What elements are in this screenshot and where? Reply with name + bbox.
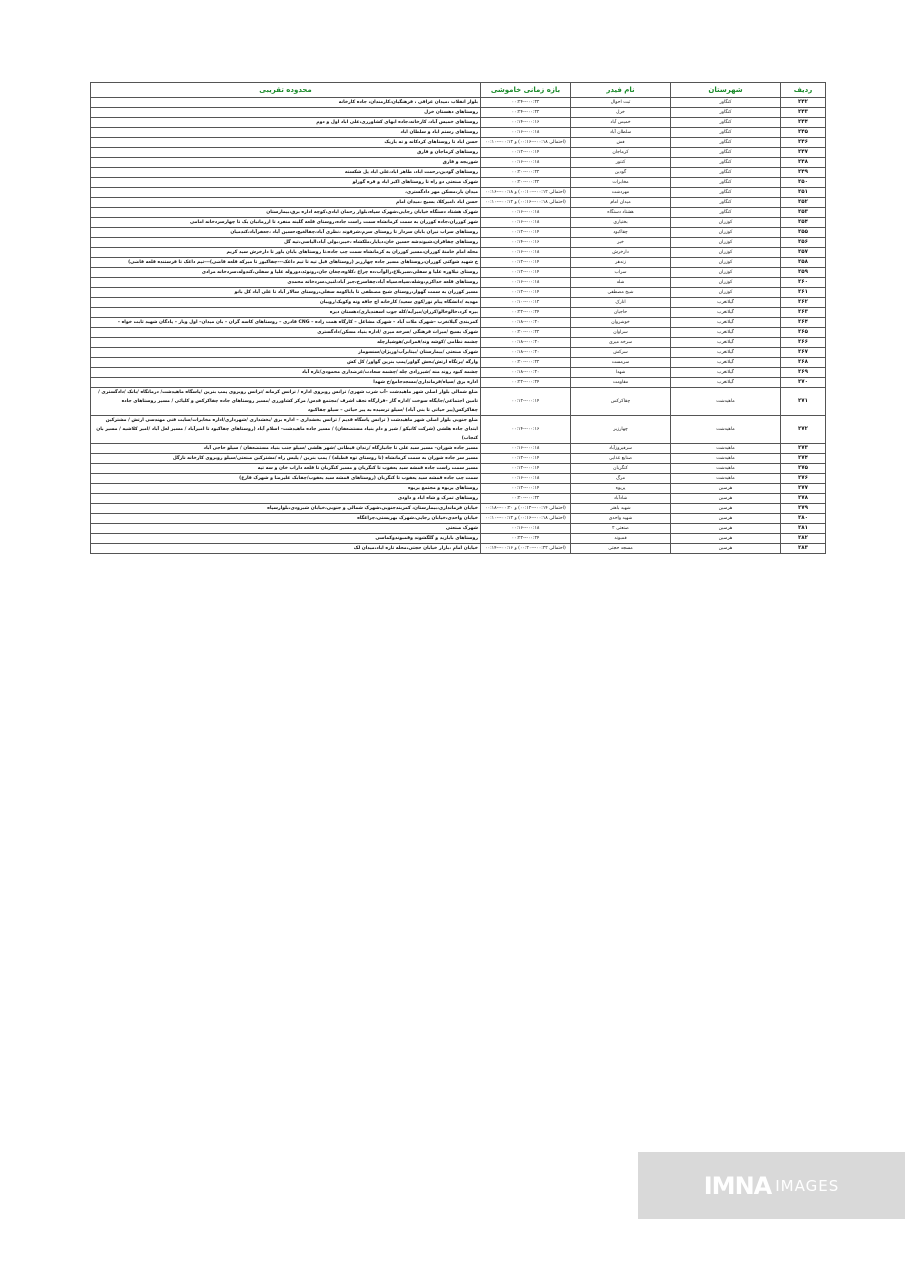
city-cell: کنگاور [671, 188, 781, 198]
area-cell: خیابان فرمانداری،بیمارستان، کمربندجنوبی،شهرک شمالی و جنوبی،خیابان شیرودی،بلوارسپاه [91, 504, 481, 514]
table-row [91, 268, 826, 278]
feeder-cell: شله [571, 278, 671, 288]
city-cell: کنگاور [671, 208, 781, 218]
row-number-cell: ۲۴۳ [781, 108, 826, 118]
table-row [91, 504, 826, 514]
city-cell: ماهیدشت [671, 388, 781, 416]
time-cell: ۰۰:۲۰---۰۰:۱۸ [481, 348, 571, 358]
city-cell: کوزران [671, 278, 781, 288]
feeder-cell: شهید واحدی [571, 514, 671, 524]
time-cell: ۰۰:۲۴---۰۰:۲۲ [481, 534, 571, 544]
row-number-cell: ۲۵۱ [781, 188, 826, 198]
table-row [91, 148, 826, 158]
table-row [91, 544, 826, 554]
feeder-cell: چهارزبر [571, 416, 671, 444]
row-number-cell: ۲۵۹ [781, 268, 826, 278]
time-cell: ۰۰:۱۸---۰۰:۱۶ [481, 218, 571, 228]
row-number-cell: ۲۴۲ [781, 98, 826, 108]
time-cell: ۰۰:۱۸---۰۰:۱۶ [481, 208, 571, 218]
city-cell: هرسین [671, 504, 781, 514]
table-row [91, 238, 826, 248]
city-cell: ماهیدشت [671, 416, 781, 444]
city-cell: ماهیدشت [671, 474, 781, 484]
feeder-cell: خمیس آباد [571, 118, 671, 128]
table-row [91, 348, 826, 358]
feeder-cell: شیخ مصطفی [571, 288, 671, 298]
area-cell: میدان بار،مسکن مهر دادگستری، [91, 188, 481, 198]
row-number-cell: ۲۶۵ [781, 328, 826, 338]
table-row [91, 494, 826, 504]
city-cell: هرسین [671, 494, 781, 504]
time-cell: ۰۰:۲۲---۰۰:۲۰ [481, 494, 571, 504]
header-time: بازه زمانی خاموشی [481, 83, 571, 98]
city-cell: گیلانغرب [671, 358, 781, 368]
table-row [91, 98, 826, 108]
table-row [91, 198, 826, 208]
row-number-cell: ۲۶۶ [781, 338, 826, 348]
table-row [91, 248, 826, 258]
header-city: شهرستان [671, 83, 781, 98]
area-cell: محله امام خامنهٔ کوزران،مسیر کوزران به کرمانشاه سمت چپ جاده،تا روستاهای بابان باور تا دارخرش سید کریم [91, 248, 481, 258]
table-row [91, 534, 826, 544]
time-cell: ۰۰:۱۶---۰۰:۱۴ [481, 118, 571, 128]
row-number-cell: ۲۴۴ [781, 118, 826, 128]
area-cell: روستاهای رستم اباد و سلطان اباد [91, 128, 481, 138]
row-number-cell: ۲۵۳ [781, 208, 826, 218]
area-cell: روستاهای گودین،رحمت اباد، طاهر اباد،علی اباد پل شکسته [91, 168, 481, 178]
feeder-cell: خیر [571, 238, 671, 248]
city-cell: هرسین [671, 484, 781, 494]
feeder-cell: خوشروان [571, 318, 671, 328]
feeder-cell: چقاکرکس [571, 388, 671, 416]
feeder-cell: کنتور [571, 158, 671, 168]
time-cell: ۰۰:۱۴---۰۰:۱۲ [481, 288, 571, 298]
feeder-cell: مسجد حجتی [571, 544, 671, 554]
outage-schedule-page [91, 82, 826, 554]
city-cell: ماهیدشت [671, 444, 781, 454]
area-cell: اداره برق /سپاه/فرمانداری/مسجدجامع/خ شهدا [91, 378, 481, 388]
area-cell: ضلع جنوبی بلوار اصلی شهر ماهیدشت ( ترانس پاسگاه قدیم / ترانس بخشداری – اداره برق /بخشداری /شهرداری/اداره مخابرات/سایت فنی مهندسی ارتش / مشترکین ابتدای جاده هلشی (شرکت کانیکو / شیر و دام بنیاد مستضعفان) / مسیر جاده ماهیدشت– اسلام آباد (روستاهای چقاکبود تا امیرآباد / مسیر لعل آباد /امیر کلاشیه / مسیر بان کنجاب) [91, 416, 481, 444]
feeder-cell: بختیاری [571, 218, 671, 228]
header-row-number: ردیف [781, 83, 826, 98]
city-cell: گیلانغرب [671, 308, 781, 318]
area-cell: سمت چپ جاده قمشه سید یعقوب تا کنگربان (روستاهای قمشه سید یعقوب/چقابک علیرضا و شهرک فارغ) [91, 474, 481, 484]
table-row [91, 208, 826, 218]
city-cell: کوزران [671, 228, 781, 238]
area-cell: خ شهید شوکتی کوزران،روستاهای مسیر جاده چهارزبر (روستاهای قبل تپه تا تیم داغک---چقاکبوز تا میرکه قلعه قاضی)---تیم داغک تا فرستنده قلعه قاضی) [91, 258, 481, 268]
time-cell: ۰۰:۱۸---۰۰:۱۶ [481, 248, 571, 258]
city-cell: گیلانغرب [671, 338, 781, 348]
row-number-cell: ۲۴۷ [781, 148, 826, 158]
row-number-cell: ۲۸۳ [781, 544, 826, 554]
city-cell: کوزران [671, 238, 781, 248]
area-cell: مهدیه /دانشگاه پیام نور/کوی سعید/ کارخانه اچ جاقه ونه وکویک/رویبان [91, 298, 481, 308]
city-cell: کنگاور [671, 148, 781, 158]
time-cell: ۰۰:۱۸---۰۰:۱۶ [481, 474, 571, 484]
row-number-cell: ۲۵۰ [781, 178, 826, 188]
city-cell: ماهیدشت [671, 454, 781, 464]
feeder-cell: صنایع غذایی [571, 454, 671, 464]
time-cell: ۰۰:۱۶---۰۰:۱۴ [481, 416, 571, 444]
feeder-cell: سرخه میری [571, 338, 671, 348]
time-cell: ۰۰:۱۴---۰۰:۱۲ [481, 454, 571, 464]
table-row [91, 308, 826, 318]
table-row [91, 388, 826, 416]
city-cell: کنگاور [671, 98, 781, 108]
time-cell: ۰۰:۲۲---۰۰:۲۴ [481, 108, 571, 118]
area-cell: شوریجه و فارق [91, 158, 481, 168]
row-number-cell: ۲۵۷ [781, 248, 826, 258]
area-cell: بلوار انقلاب ،میدان عراقی ، فرهنگیان،کارمندان، جاده کارخانه [91, 98, 481, 108]
city-cell: کنگاور [671, 178, 781, 188]
time-cell: ۰۰:۱۴---۰۰:۱۲ [481, 148, 571, 158]
header-feeder: نام فیدر [571, 83, 671, 98]
time-cell: ۰۰:۲۰---۰۰:۱۸ [481, 368, 571, 378]
row-number-cell: ۲۶۷ [781, 348, 826, 358]
time-cell: ۰۰:۲۲---۰۰:۲۰ [481, 328, 571, 338]
row-number-cell: ۲۵۸ [781, 258, 826, 268]
table-row [91, 108, 826, 118]
table-row [91, 168, 826, 178]
feeder-cell: صنعتی ۲ [571, 524, 671, 534]
row-number-cell: ۲۷۷ [781, 484, 826, 494]
feeder-cell: انارک [571, 298, 671, 308]
city-cell: گیلانغرب [671, 368, 781, 378]
feeder-cell: شادآباد [571, 494, 671, 504]
feeder-cell: سرمست [571, 358, 671, 368]
row-number-cell: ۲۵۴ [781, 218, 826, 228]
city-cell: هرسین [671, 524, 781, 534]
area-cell: روستاهای چقاقران،شیوندشه حسین خان،دیایار،ملکشاه ،خیبر،بولی آباد،الیاسی،تپه گل [91, 238, 481, 248]
table-row [91, 188, 826, 198]
row-number-cell: ۲۶۰ [781, 278, 826, 288]
row-number-cell: ۲۷۹ [781, 504, 826, 514]
city-cell: گیلانغرب [671, 318, 781, 328]
table-row [91, 474, 826, 484]
table-row [91, 138, 826, 148]
city-cell: کوزران [671, 288, 781, 298]
feeder-cell: گودین [571, 168, 671, 178]
table-row [91, 524, 826, 534]
city-cell: کوزران [671, 268, 781, 278]
area-cell: شهرک صنعتی دو راه تا روستاهای اکبر اباد و قره گوزلو [91, 178, 481, 188]
area-cell: روستای نیلاوره علیا و سفلی،سبزبلاغ،زالوآب،ده چراغ ،کلاوه،چغان جان،رونوئد،دوروله علیا و سفلی،کندوله،سردخانه مرادی [91, 268, 481, 278]
imna-logo-mark: IMNA [703, 1171, 772, 1200]
row-number-cell: ۲۷۳ [781, 444, 826, 454]
time-cell: ۰۰:۲۰---۰۰:۱۸ [481, 318, 571, 328]
city-cell: کوزران [671, 258, 781, 268]
time-cell: ۰۰:۱۴---۰۰:۱۲ [481, 464, 571, 474]
city-cell: کنگاور [671, 168, 781, 178]
city-cell: کوزران [671, 218, 781, 228]
time-cell: ۰۰:۲۴---۰۰:۲۲ [481, 308, 571, 318]
table-row [91, 318, 826, 328]
city-cell: کنگاور [671, 158, 781, 168]
time-cell: (احتمالی ۰۰:۱۸---۰۰:۱۶) و ۰۰:۱۲---۰۰:۱۰ [481, 198, 571, 208]
row-number-cell: ۲۵۵ [781, 228, 826, 238]
row-number-cell: ۲۷۵ [781, 464, 826, 474]
time-cell: ۰۰:۱۴---۰۰:۱۲ [481, 228, 571, 238]
time-cell: ۰۰:۱۸---۰۰:۱۶ [481, 128, 571, 138]
feeder-cell: سلطان آباد [571, 128, 671, 138]
feeder-cell: میدان امام [571, 198, 671, 208]
table-header-row [91, 83, 826, 98]
time-cell: ۰۰:۲۲---۰۰:۲۰ [481, 168, 571, 178]
time-cell: (احتمالی ۰۰:۱۴---۰۰:۱۲) و ۰۰:۲۰---۰۰:۱۸ [481, 504, 571, 514]
area-cell: روستاهای سراب نیران بابان سردار تا روستای سرم،شرفوند ،نظری آباد،چقالغیچ،حسین آباد ،جعفرآباد،کندمیان [91, 228, 481, 238]
row-number-cell: ۲۷۸ [781, 494, 826, 504]
city-cell: کنگاور [671, 198, 781, 208]
row-number-cell: ۲۴۵ [781, 128, 826, 138]
area-cell: روستاهای خمیس آباد، کارخانه،جاده ابهای کشاورزی،علی اباد اول و دوم [91, 118, 481, 128]
area-cell: روستاهای قلعه خداکرم،وشله،سپاه،سپاه آباد،چقاسرخ،جبر آباد،لنبی،سردخانه محمدی [91, 278, 481, 288]
row-number-cell: ۲۶۳ [781, 308, 826, 318]
area-cell: مسیر سمت راست جاده قمشه سید یعقوب تا کنگربان و مسیر کنگربان تا قلعه داراب خان و سه تپه [91, 464, 481, 474]
city-cell: کوزران [671, 248, 781, 258]
area-cell: شهر کوزران،جاده کوزران به سمت کرمانشاه سمت راست جاده،روستای قلعه گلینه منفرد تا ازرمانبان یک تا چهارسردخانه امامی [91, 218, 481, 228]
area-cell: چشمه نظامی /کوشه وند/قمرانی/هوشیارچله [91, 338, 481, 348]
row-number-cell: ۲۸۱ [781, 524, 826, 534]
table-row [91, 378, 826, 388]
table-row [91, 128, 826, 138]
area-cell: حسن اباد تا روستاهای کردکانه و ته بازیک [91, 138, 481, 148]
city-cell: کنگاور [671, 138, 781, 148]
area-cell: چشمه کبود روند منه /شیرزادی چله /چشمه سعادت/عرضداری محمودی/تازه آباد [91, 368, 481, 378]
table-row [91, 118, 826, 128]
area-cell: خیابان واحدی،خیابان رجایی،شهرک بهزیستی،چراغگاه [91, 514, 481, 524]
table-row [91, 514, 826, 524]
feeder-cell: مهردشت [571, 188, 671, 198]
area-cell: مسیر کوزران به سمت گهوار،روستای شیخ مصطفی تا باباکومه سفلی،روستای سالار آباد تا علی آباد کل بانو [91, 288, 481, 298]
time-cell: ۰۰:۲۲---۰۰:۲۰ [481, 358, 571, 368]
area-cell: روستاهای پریوه و مجتمع پریوه [91, 484, 481, 494]
table-row [91, 298, 826, 308]
area-cell: روستاهای بابازید و گلگشوند وقمبوندوکماسی [91, 534, 481, 544]
time-cell: ۰۰:۱۸---۰۰:۱۶ [481, 444, 571, 454]
feeder-cell: سراب [571, 268, 671, 278]
row-number-cell: ۲۴۹ [781, 168, 826, 178]
feeder-cell: چقاکبود [571, 228, 671, 238]
area-cell: روستاهای تمرک و شاه اباد و داودی [91, 494, 481, 504]
images-logo-text: IMAGES [775, 1176, 840, 1195]
area-cell: وارگه /پرتگاه ارتش/بحش گواور/پمپ بنزین گواور/ کل کش [91, 358, 481, 368]
time-cell: ۰۰:۲۲---۰۰:۲۰ [481, 178, 571, 188]
time-cell: (احتمالی ۰۰:۲۲---۰۰:۲۰) و ۰۰:۱۶---۰۰:۱۴ [481, 544, 571, 554]
area-cell: شهرک صنعتی [91, 524, 481, 534]
time-cell: ۰۰:۲۴---۰۰:۲۲ [481, 378, 571, 388]
area-cell: کمربندی گیلانغرب –شهرک ملات آباد – شهرک مشاغل – کارگاه همت زاده – CNG قادری – روستاهای کاسه گران – بان میدان– اول ویاز – پادگان شهید ثابت خواه – [91, 318, 481, 328]
feeder-cell: سرکش [571, 348, 671, 358]
feeder-cell: خزل [571, 108, 671, 118]
table-row [91, 218, 826, 228]
table-row [91, 288, 826, 298]
feeder-cell: پریوه [571, 484, 671, 494]
area-cell: مسیر سر جاده شوران به سمت کرمانشاه (تا روستای توه قطبله) / پمپ بنزین / پلیس راه /مشترکین صنعتی/سیلو روبروی کارخانه نارگل [91, 454, 481, 464]
imna-images-watermark [638, 1152, 905, 1219]
table-row [91, 158, 826, 168]
row-number-cell: ۲۵۲ [781, 198, 826, 208]
area-cell: ضلع شمالی بلوار اصلی شهر ماهیدشت –آب شرب شهری/ ترانس روبروی اداره / ترانس کرمانه /ترانس روبروی پمپ بنزین /پاسگاه ماهیدشت/ درمانگاه /بانک /دادگستری /تامین اجتماعی/جایگاه سوخت /اداره گاز –قرارگاه نجف اشرف /مجتمع قدس/ مرکز کشاورزی /مسیر روستاهای جاده چقاکرکس و کلیائی / مسیر روستاهای جاده چقاکرکس(پیر حیاتی تا بنی آباد) /سیلو ترسیده به پیر حیاتی – سیلو چقاکبود [91, 388, 481, 416]
city-cell: گیلانغرب [671, 298, 781, 308]
time-cell: ۰۰:۱۴---۰۰:۱۲ [481, 388, 571, 416]
row-number-cell: ۲۸۲ [781, 534, 826, 544]
feeder-cell: شهدا [571, 368, 671, 378]
row-number-cell: ۲۴۶ [781, 138, 826, 148]
table-row [91, 444, 826, 454]
city-cell: ماهیدشت [671, 464, 781, 474]
city-cell: گیلانغرب [671, 328, 781, 338]
row-number-cell: ۲۶۹ [781, 368, 826, 378]
table-row [91, 178, 826, 188]
feeder-cell: هشتاد دستگاه [571, 208, 671, 218]
area-cell: شهرک بسیج /میراث فرهنگی /سرخه میری /اداره بنیاد مسکن/دادگستری [91, 328, 481, 338]
area-cell: مسیر جاده شوران– مسیر سید علی تا جانبازگاه /زندان قیطانی /شهر هلشی /سیلو جنب بنیاد مستضعفان / سیلو حاجی آباد [91, 444, 481, 454]
time-cell: ۰۰:۱۴---۰۰:۱۲ [481, 258, 571, 268]
feeder-cell: کنگربان [571, 464, 671, 474]
time-cell: (احتمالی ۰۰:۱۸---۰۰:۱۶) و ۰۰:۱۲---۰۰:۱۰ [481, 138, 571, 148]
feeder-cell: حاجیان [571, 308, 671, 318]
time-cell: ۰۰:۱۴---۰۰:۱۲ [481, 484, 571, 494]
row-number-cell: ۲۷۶ [781, 474, 826, 484]
area-cell: حسن اباد ،امیرکلا، بسیج ،میدان امام [91, 198, 481, 208]
city-cell: هرسین [671, 544, 781, 554]
time-cell: (احتمالی ۰۰:۱۲---۰۰:۱۰) و ۰۰:۱۸---۰۰:۱۶ [481, 188, 571, 198]
city-cell: کنگاور [671, 128, 781, 138]
table-row [91, 328, 826, 338]
row-number-cell: ۲۶۲ [781, 298, 826, 308]
row-number-cell: ۲۶۱ [781, 288, 826, 298]
feeder-cell: مخابرات [571, 178, 671, 188]
feeder-cell: دارخرش [571, 248, 671, 258]
city-cell: هرسین [671, 534, 781, 544]
header-area: محدوده تقریبی [91, 83, 481, 98]
table-row [91, 278, 826, 288]
feeder-cell: فش [571, 138, 671, 148]
table-row [91, 464, 826, 474]
row-number-cell: ۲۷۰ [781, 378, 826, 388]
feeder-cell: سراوان [571, 328, 671, 338]
feeder-cell: زندهر [571, 258, 671, 268]
feeder-cell: ثبت احوال [571, 98, 671, 108]
row-number-cell: ۲۷۲ [781, 416, 826, 444]
outage-table [90, 82, 826, 554]
row-number-cell: ۲۵۶ [781, 238, 826, 248]
city-cell: هرسین [671, 514, 781, 524]
table-row [91, 258, 826, 268]
table-row [91, 368, 826, 378]
table-row [91, 484, 826, 494]
time-cell: ۰۰:۱۶---۰۰:۱۴ [481, 238, 571, 248]
area-cell: شهرک هشتاد دستگاه خیابان رجایی،شهرک سپاه،بلوار رحمان ابادی،کوچه اداره برق،بیمارستان [91, 208, 481, 218]
area-cell: روستاهای کرماجان و فارق [91, 148, 481, 158]
feeder-cell: کرماجان [571, 148, 671, 158]
city-cell: گیلانغرب [671, 348, 781, 358]
city-cell: کنگاور [671, 118, 781, 128]
table-row [91, 228, 826, 238]
row-number-cell: ۲۶۸ [781, 358, 826, 368]
row-number-cell: ۲۷۴ [781, 454, 826, 464]
table-row [91, 358, 826, 368]
table-row [91, 338, 826, 348]
feeder-cell: مرگ [571, 474, 671, 484]
feeder-cell: شهید باهنر [571, 504, 671, 514]
feeder-cell: قمبوند [571, 534, 671, 544]
time-cell: ۰۰:۲۲---۰۰:۲۴ [481, 98, 571, 108]
time-cell: ۰۰:۱۴---۰۰:۱۲ [481, 268, 571, 278]
table-body [91, 98, 826, 554]
time-cell: ۰۰:۱۸---۰۰:۱۶ [481, 158, 571, 168]
time-cell: (احتمالی ۰۰:۱۸---۰۰:۱۶) و ۰۰:۱۲---۰۰:۱۰ [481, 514, 571, 524]
time-cell: ۰۰:۲۰---۰۰:۱۸ [481, 338, 571, 348]
table-row [91, 454, 826, 464]
area-cell: روستاهای دهستان خزل [91, 108, 481, 118]
area-cell: بیره کرد،خالوخالو/کرزان/میرآبه/کله جوب اسفندیاری/دهستان دیره [91, 308, 481, 318]
feeder-cell: سرفیروزآباد [571, 444, 671, 454]
row-number-cell: ۲۷۱ [781, 388, 826, 416]
row-number-cell: ۲۸۰ [781, 514, 826, 524]
area-cell: شهرک صنعتی /بیمارستان /بیتابزآب/وزیژان/سنسوماز [91, 348, 481, 358]
row-number-cell: ۲۴۸ [781, 158, 826, 168]
table-row [91, 416, 826, 444]
city-cell: گیلانغرب [671, 378, 781, 388]
row-number-cell: ۲۶۴ [781, 318, 826, 328]
area-cell: خیابان امام ،بازار خیابان حجتی،محله تازه اباد،میدان لک [91, 544, 481, 554]
time-cell: ۰۰:۱۸---۰۰:۱۶ [481, 524, 571, 534]
time-cell: ۰۰:۱۸---۰۰:۱۶ [481, 278, 571, 288]
city-cell: کنگاور [671, 108, 781, 118]
feeder-cell: مقاومت [571, 378, 671, 388]
time-cell: ۰۰:۱۲---۰۰:۱۰ [481, 298, 571, 308]
